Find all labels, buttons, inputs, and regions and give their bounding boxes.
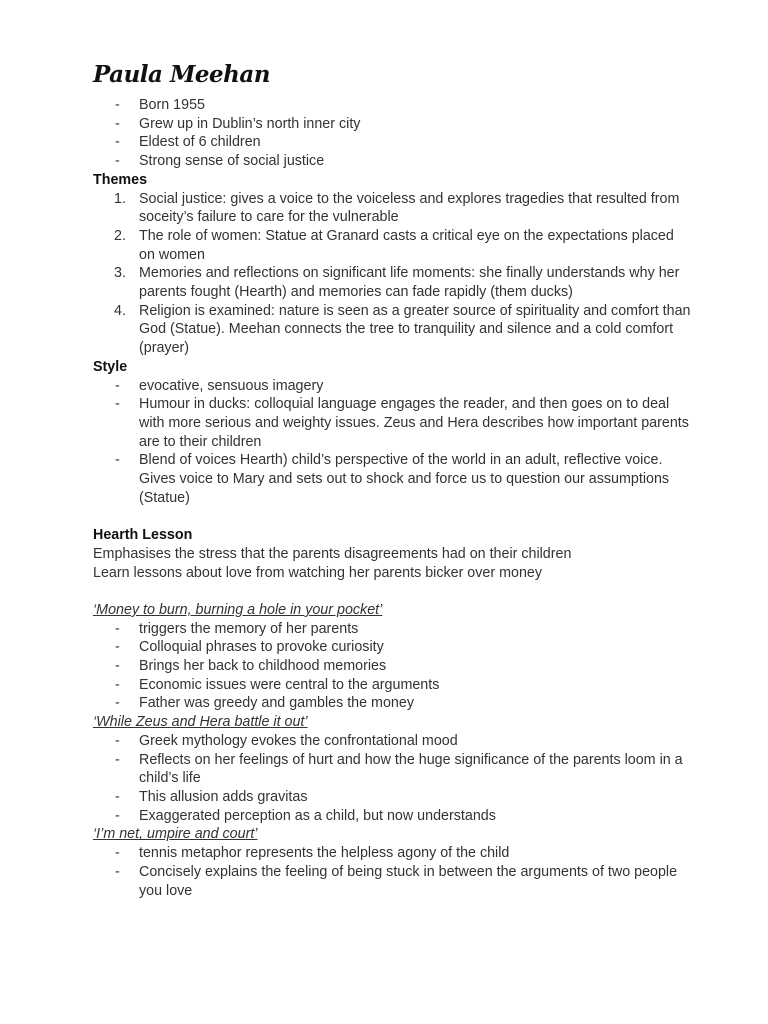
list-item: - evocative, sensuous imagery xyxy=(115,377,324,394)
dash-bullet: - xyxy=(115,658,120,675)
themes-heading: Themes xyxy=(93,171,148,188)
dash-bullet: - xyxy=(115,863,120,880)
list-item: 2. The role of women: Statue at Granard casts a critical eye on the expectations placed on women xyxy=(114,227,674,263)
dash-bullet: - xyxy=(115,676,120,693)
dash-bullet: - xyxy=(115,153,120,170)
bio-list xyxy=(93,96,693,171)
spacer xyxy=(93,582,693,601)
style-list xyxy=(93,377,693,508)
list-item: - Exaggerated perception as a child, but now understands xyxy=(115,807,496,824)
quote-heading: ‘While Zeus and Hera battle it out’ xyxy=(93,714,308,731)
hearth-heading: Hearth Lesson xyxy=(93,527,193,544)
document-page xyxy=(93,60,693,900)
list-item: - Greek mythology evokes the confrontational mood xyxy=(115,732,458,749)
hearth-intro-line: Emphasises the stress that the parents disagreements had on their children xyxy=(93,545,572,562)
hearth-intro-line: Learn lessons about love from watching her parents bicker over money xyxy=(93,564,542,581)
list-item: - Grew up in Dublin’s north inner city xyxy=(115,115,361,132)
list-item: - Reflects on her feelings of hurt and how the huge significance of the parents loom in a child’s life xyxy=(115,751,683,787)
dash-bullet: - xyxy=(115,115,120,132)
list-item: - tennis metaphor represents the helpless agony of the child xyxy=(115,845,510,862)
list-number: 4. xyxy=(114,302,126,319)
dash-bullet: - xyxy=(115,452,120,469)
quote-points-list xyxy=(93,844,693,900)
dash-bullet: - xyxy=(115,751,120,768)
dash-bullet: - xyxy=(115,695,120,712)
list-item: - This allusion adds gravitas xyxy=(115,788,308,805)
dash-bullet: - xyxy=(115,845,120,862)
dash-bullet: - xyxy=(115,639,120,656)
list-number: 3. xyxy=(114,265,126,282)
list-item: - Father was greedy and gambles the money xyxy=(115,695,414,712)
list-item: - Humour in ducks: colloquial language engages the reader, and then goes on to deal with more serious and weighty issues. Zeus and Hera describes how important parents are to their children xyxy=(115,396,689,450)
list-number: 2. xyxy=(114,227,126,244)
list-item: - Born 1955 xyxy=(115,97,205,113)
list-item: - Strong sense of social justice xyxy=(115,153,325,170)
spacer xyxy=(93,507,693,526)
dash-bullet: - xyxy=(115,807,120,824)
quote-points-list xyxy=(93,732,693,826)
style-heading: Style xyxy=(93,358,128,375)
list-item: 1. Social justice: gives a voice to the voiceless and explores tragedies that resulted from soceity’s failure to care for the vulnerable xyxy=(114,190,680,226)
list-item: 4. Religion is examined: nature is seen as a greater source of spirituality and comfort than God (Statue). Meehan connects the tree to tranquility and silence and a cold comfort (prayer) xyxy=(114,302,691,357)
dash-bullet: - xyxy=(115,732,120,749)
list-item: - Eldest of 6 children xyxy=(115,134,261,151)
list-number: 1. xyxy=(114,190,126,207)
dash-bullet: - xyxy=(115,97,120,113)
list-item: - Brings her back to childhood memories xyxy=(115,658,387,675)
dash-bullet: - xyxy=(115,377,120,394)
dash-bullet: - xyxy=(115,396,120,413)
list-item: - Concisely explains the feeling of being stuck in between the arguments of two people you love xyxy=(115,863,678,899)
list-item: - Colloquial phrases to provoke curiosity xyxy=(115,639,384,656)
list-item: - Economic issues were central to the arguments xyxy=(115,676,440,693)
dash-bullet: - xyxy=(115,620,120,637)
list-item: - Blend of voices Hearth) child’s perspective of the world in an adult, reflective voice. Gives voice to Mary and sets out to shock and force us to question our assumptions (Statue) xyxy=(115,452,670,506)
dash-bullet: - xyxy=(115,134,120,151)
page-title: Paula Meehan xyxy=(93,61,271,88)
quote-heading: ‘Money to burn, burning a hole in your pocket’ xyxy=(93,601,383,618)
themes-list xyxy=(93,190,693,358)
list-item: - triggers the memory of her parents xyxy=(115,620,359,637)
quote-heading: ‘I’m net, umpire and court’ xyxy=(93,826,258,843)
dash-bullet: - xyxy=(115,788,120,805)
quote-points-list xyxy=(93,620,693,714)
list-item: 3. Memories and reflections on significant life moments: she finally understands why her parents fought (Hearth) and memories can fade rapidly (them ducks) xyxy=(114,265,680,301)
